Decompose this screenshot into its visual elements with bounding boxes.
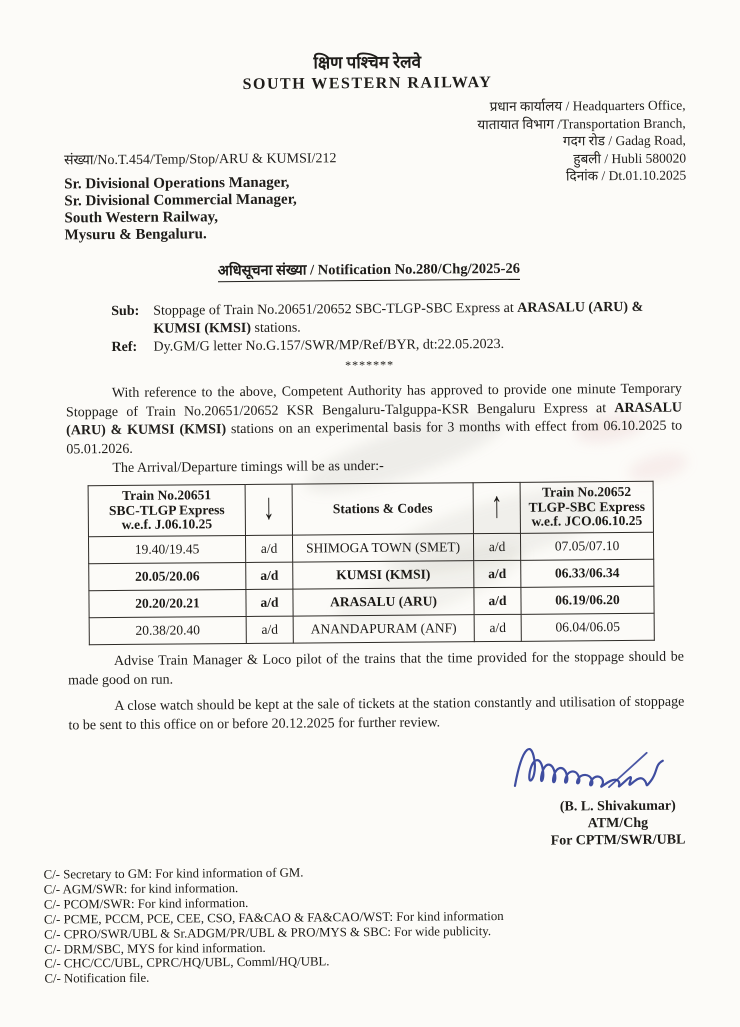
- addressee-line: South Western Railway,: [64, 209, 219, 227]
- down-arrow-icon: ↓: [263, 484, 275, 528]
- subject-part1: Stoppage of Train No.20651/20652 SBC-TLGP-SBC Express at: [153, 300, 518, 319]
- para1-part3: stations on an experimental basis for 3 months with effect from 06.10.2025 to 05.01.2026.: [66, 418, 683, 457]
- signatory-designation: ATM/Chg: [587, 815, 649, 832]
- copy-distribution-list: [44, 862, 740, 987]
- cell-time-20652: 06.04/06.05: [521, 613, 654, 641]
- signature-ink: [497, 735, 677, 794]
- cell-time-20651: 20.20/20.21: [89, 589, 246, 617]
- header-train-20651-line1: Train No.20651: [122, 487, 212, 504]
- copy-item: C/- CHC/CC/UBL, CPRC/HQ/UBL, Comml/HQ/UBL.: [44, 954, 330, 972]
- up-arrow-icon: ↑: [491, 483, 503, 526]
- table-header-row: [88, 481, 653, 536]
- office-line-city: हुबली / Hubli 580020: [573, 150, 687, 166]
- addressee-line: Mysuru & Bengaluru.: [64, 226, 207, 244]
- cell-time-20652: 06.19/06.20: [521, 586, 654, 614]
- copy-item: C/- PCME, PCCM, PCE, CEE, CSO, FA&CAO & FA&CAO/WST: For kind information: [43, 908, 504, 927]
- reference-text: Dy.GM/G letter No.G.157/SWR/MP/Ref/BYR, dt:22.05.2023.: [153, 336, 505, 355]
- copy-item: C/- AGM/SWR: for kind information.: [43, 880, 239, 897]
- cell-ad: a/d: [474, 614, 521, 641]
- para1-stations-bold: ARASALU (ARU) & KUMSI (KMSI): [66, 400, 683, 439]
- office-line-road: गदग रोड / Gadag Road,: [562, 132, 686, 149]
- header-train-20651-line2: SBC-TLGP Express: [108, 501, 225, 518]
- letter-date: दिनांक / Dt.01.10.2025: [565, 167, 687, 184]
- cell-time-20651: 20.38/20.40: [89, 616, 246, 644]
- office-line-branch: यातायात विभाग /Transportation Branch,: [477, 115, 686, 132]
- header-train-20652-line2: TLGP-SBC Express: [528, 498, 646, 515]
- cell-ad: a/d: [246, 616, 293, 643]
- cell-ad: a/d: [245, 535, 292, 562]
- header-train-20651-line3: w.e.f. J.06.10.25: [121, 516, 213, 533]
- header-train-20652-line1: Train No.20652: [542, 484, 632, 500]
- copy-item: C/- CPRO/SWR/UBL & Sr.ADGM/PR/UBL & PRO/MYS & SBC: For wide publicity.: [44, 923, 492, 942]
- header-train-20651: [88, 484, 245, 536]
- header-up-direction: [473, 482, 520, 533]
- copy-item: C/- Secretary to GM: For kind information of GM.: [43, 865, 304, 882]
- cell-station: ARASALU (ARU): [293, 588, 474, 616]
- copy-item: C/- PCOM/SWR: For kind information.: [43, 895, 249, 912]
- office-address-block: [477, 97, 686, 186]
- notification-heading: अधिसूचना संख्या / Notification No.280/Chg/2025-26: [218, 258, 520, 282]
- copy-item: C/- Notification file.: [44, 971, 150, 986]
- cell-ad: a/d: [246, 589, 293, 616]
- para1-part1: With reference to the above, Competent Authority has approved to provide one minute Temporary Stoppage of Train No.20651/20652 KSR Bengaluru-Talguppa-KSR Bengaluru Express at: [65, 381, 682, 420]
- cell-time-20652: 07.05/07.10: [520, 532, 653, 560]
- cell-ad: a/d: [474, 560, 521, 587]
- signatory-name: (B. L. Shivakumar): [559, 798, 676, 815]
- subject-station-arasalu: ARASALU (ARU) &: [517, 299, 644, 316]
- header-stations-codes: Stations & Codes: [292, 483, 473, 535]
- cell-time-20651: 20.05/20.06: [89, 562, 246, 590]
- addressee-line: Sr. Divisional Commercial Manager,: [64, 191, 297, 210]
- header-train-20652: [520, 481, 653, 533]
- cell-ad: a/d: [246, 562, 293, 589]
- subject-reference-block: [111, 299, 673, 357]
- subject-row: [111, 299, 673, 339]
- railway-name-english: SOUTH WESTERN RAILWAY: [242, 74, 493, 93]
- cell-station: ANANDAPURAM (ANF): [293, 615, 474, 643]
- addressee-line: Sr. Divisional Operations Manager,: [64, 174, 290, 193]
- signatory-details: [550, 798, 685, 850]
- signature-scribble: [497, 735, 677, 794]
- table-row-anandapuram: [89, 613, 654, 644]
- subject-label: Sub:: [111, 303, 140, 320]
- subject-station-kumsi: KUMSI (KMSI): [153, 320, 252, 337]
- header-down-direction: [245, 484, 292, 535]
- cell-ad: a/d: [473, 533, 520, 560]
- body-paragraph-advise: Advise Train Manager & Loco pilot of the trains that the time provided for the stoppage should be made good on run.: [68, 649, 685, 688]
- reference-row: [111, 335, 673, 357]
- header-train-20652-line3: w.e.f. JCO.06.10.25: [531, 513, 643, 529]
- signature-block: [3, 734, 696, 853]
- cell-time-20652: 06.33/06.34: [521, 559, 654, 587]
- copy-item: C/- DRM/SBC, MYS for kind information.: [44, 940, 266, 957]
- arrival-departure-table: [88, 481, 655, 645]
- cell-ad: a/d: [474, 587, 521, 614]
- notification-heading-wrap: [0, 256, 739, 284]
- railway-name-hindi: क्षिण पश्चिम रेलवे: [313, 52, 422, 73]
- body-paragraph-close-watch: A close watch should be kept at the sale of tickets at the station constantly and utilisation of stoppage to be sent to this office on or before 20.12.2025 for further review.: [68, 694, 685, 733]
- separator-asterisks: *******: [345, 357, 395, 373]
- subject-text: [153, 299, 673, 339]
- timings-intro-line: The Arrival/Departure timings will be as under:-: [112, 458, 384, 477]
- subject-part4: stations.: [250, 320, 301, 336]
- office-line-headquarters: प्रधान कार्यालय / Headquarters Office,: [489, 97, 686, 115]
- body-paragraph-1: [66, 381, 683, 460]
- signatory-for-line: For CPTM/SWR/UBL: [550, 832, 686, 849]
- cell-station: KUMSI (KMSI): [293, 561, 474, 589]
- cell-time-20651: 19.40/19.45: [88, 535, 245, 563]
- cell-station: SHIMOGA TOWN (SMET): [292, 534, 473, 562]
- reference-label: Ref:: [111, 339, 138, 356]
- letter-reference-number: संख्या/No.T.454/Temp/Stop/ARU & KUMSI/212: [63, 151, 337, 169]
